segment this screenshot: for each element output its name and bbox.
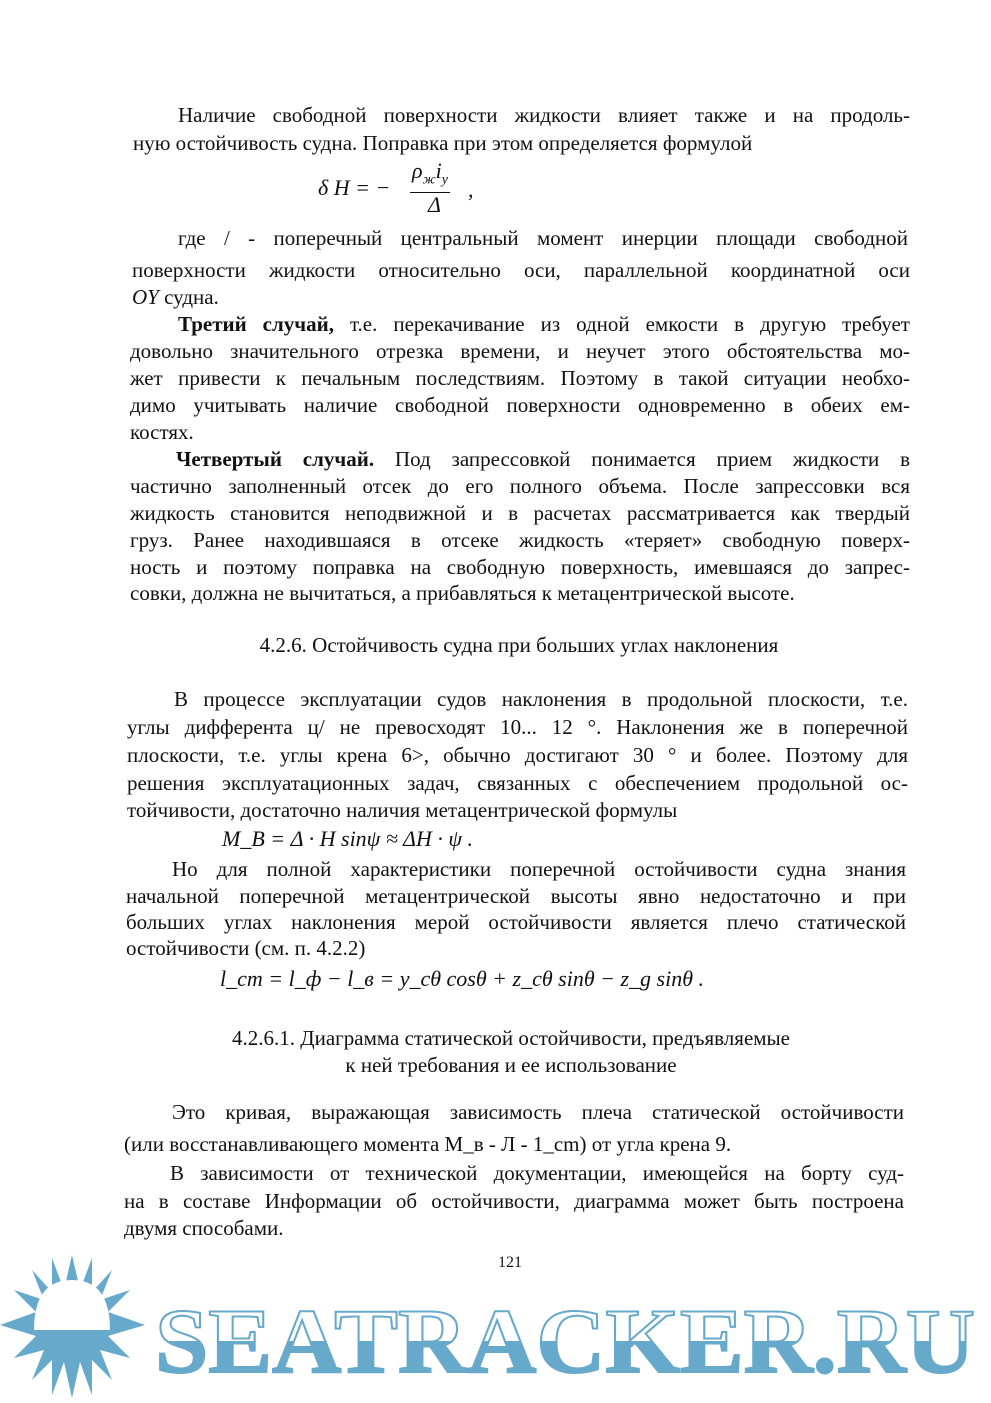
paragraph-line: Наличие свободной поверхности жидкости влияет также и на продоль- [178, 103, 910, 127]
paragraph-line: углы дифферента ц/ не превосходят 10... 12 °. Наклонения же в поперечной [127, 715, 908, 739]
paragraph-line: двумя способами. [124, 1216, 284, 1240]
paragraph-line: плоскости, т.е. углы крена 6>, обычно достигают 30 ° и более. Поэтому для [127, 743, 908, 767]
formula-static-arm: l_cm = l_ф − l_в = y_cθ cosθ + z_cθ sinθ − z_g sinθ . [220, 966, 705, 991]
paragraph-line: частично заполненный отсек до его полного объема. После запрессовки вся [130, 474, 910, 498]
paragraph-line: начальной поперечной метацентрической высоты явно недостаточно и при [126, 884, 906, 908]
seatracker-watermark [0, 1250, 991, 1403]
paragraph-line [178, 311, 910, 337]
sun-logo-icon [0, 1255, 145, 1398]
formula-comma: , [468, 177, 474, 202]
paragraph-line: В процессе эксплуатации судов наклонения в продольной плоскости, т.е. [174, 687, 908, 711]
paragraph-line: димо учитывать наличие свободной поверхности одновременно в обеих ем- [130, 393, 910, 417]
text: Под запрессовкой понимается прием жидкости в [374, 447, 911, 471]
subscript: ж [422, 172, 436, 188]
paragraph-line: остойчивости (см. п. 4.2.2) [126, 936, 366, 960]
paragraph-line: где / - поперечный центральный момент инерции площади свободной [178, 226, 908, 250]
text: т.е. перекачивание из одной емкости в другую требует [333, 312, 910, 336]
paragraph-line: довольно значительного отрезка времени, и неучет этого обстоятельства мо- [130, 339, 910, 363]
axis-label: OY [132, 285, 159, 309]
paragraph-line: В зависимости от технической документации, имеющейся на борту суд- [170, 1161, 904, 1185]
paragraph-line: Но для полной характеристики поперечной остойчивости судна знания [172, 857, 906, 881]
paragraph-line: решения эксплуатационных задач, связанных с обеспечением продольной ос- [127, 771, 908, 795]
section-heading: 4.2.6. Остойчивость судна при больших углах наклонения [259, 633, 779, 657]
paragraph-line: тойчивости, достаточно наличия метацентрической формулы [127, 798, 678, 822]
paragraph-line: жидкость становится неподвижной и в расчетах рассматривается как твердый [130, 501, 910, 525]
paragraph-line: ную остойчивость судна. Поправка при этом определяется формулой [133, 131, 753, 155]
formula-denominator: Δ [428, 192, 441, 217]
bold-lead: Четвертый случай. [176, 447, 375, 471]
paragraph-line: костях. [130, 420, 194, 444]
inertia-symbol: i [435, 158, 442, 183]
paragraph-line: (или восстанавливающего момента М_в - Л - 1_cm) от угла крена 9. [124, 1132, 732, 1156]
subsection-heading: к ней требования и ее использование [345, 1053, 677, 1077]
formula-numerator [410, 158, 450, 193]
bold-lead: Третий случай, [178, 312, 334, 336]
subscript: y [441, 172, 448, 188]
formula-righting-moment: M_B = Δ · H sinψ ≈ ΔH · ψ . [222, 826, 473, 851]
page-number: 121 [498, 1254, 522, 1271]
paragraph-line: на в составе Информации об остойчивости, диаграмма может быть построена [124, 1189, 904, 1213]
paragraph-line: Это кривая, выражающая зависимость плеча статической остойчивости [172, 1100, 904, 1124]
rho-symbol: ρ [412, 158, 423, 183]
paragraph-line: ность и поэтому поправка на свободную поверхность, имевшаяся до запрес- [130, 555, 910, 579]
paragraph-line [132, 284, 914, 310]
paragraph-line: больших углах наклонения мерой остойчивости является плечо статической [126, 910, 906, 934]
watermark-text: SEATRACKER.RU [155, 1290, 975, 1392]
subsection-heading: 4.2.6.1. Диаграмма статической остойчивости, предъявляемые [232, 1026, 790, 1050]
formula-delta-h: δ H = − [318, 175, 391, 200]
paragraph-line: груз. Ранее находившаяся в отсеке жидкость «теряет» свободную поверх- [130, 528, 910, 552]
paragraph-line: поверхности жидкости относительно оси, параллельной координатной оси [132, 258, 910, 282]
paragraph-line: жет привести к печальным последствиям. Поэтому в такой ситуации необхо- [130, 366, 910, 390]
paragraph-line [176, 446, 910, 472]
paragraph-line: совки, должна не вычитаться, а прибавляться к метацентрической высоте. [130, 581, 795, 605]
text: судна. [158, 285, 219, 309]
